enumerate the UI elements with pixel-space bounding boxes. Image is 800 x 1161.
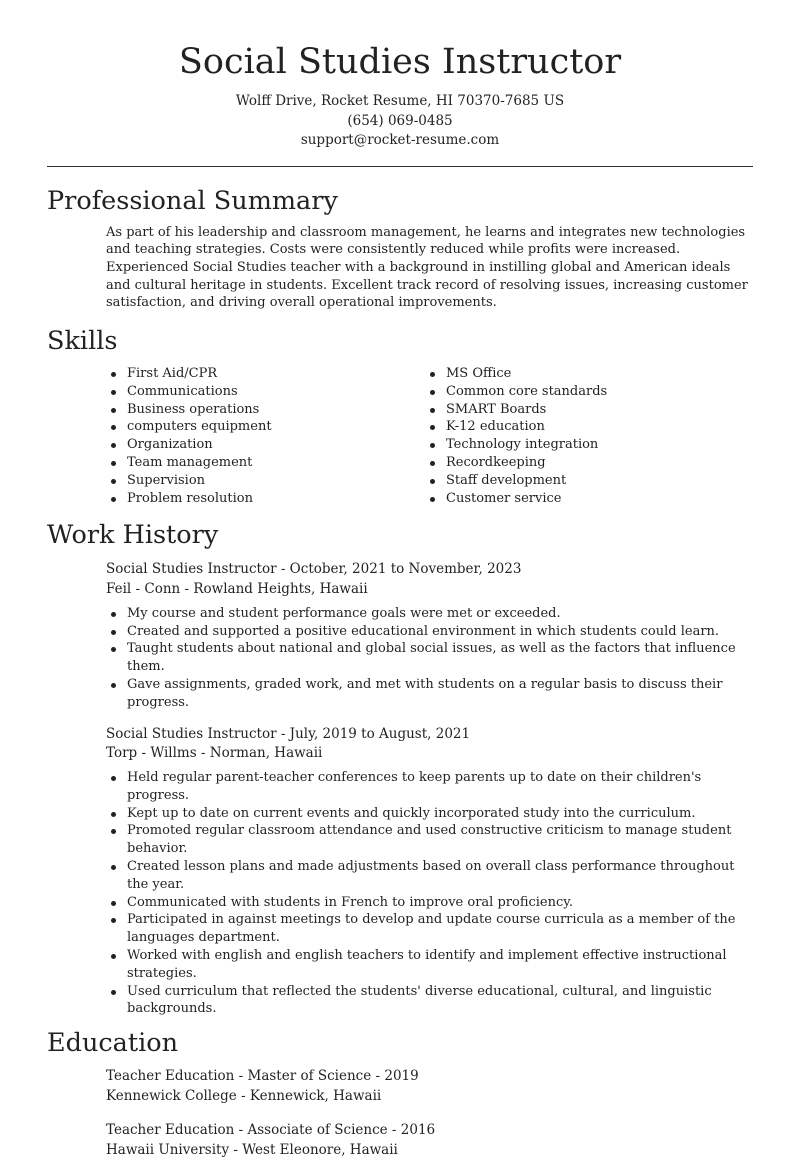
skill-item: Staff development xyxy=(425,472,744,490)
work-history-heading: Work History xyxy=(47,520,219,551)
summary-section xyxy=(47,185,753,313)
duty-item: Created lesson plans and made adjustments based on overall class performance throughout the year. xyxy=(106,858,753,894)
skill-item: Business operations xyxy=(106,401,425,419)
skill-item: MS Office xyxy=(425,365,744,383)
skill-item: Common core standards xyxy=(425,383,744,401)
skills-section xyxy=(47,325,753,507)
skill-item: Supervision xyxy=(106,472,425,490)
job-company-line: Torp - Willms - Norman, Hawaii xyxy=(106,744,323,761)
skill-item: SMART Boards xyxy=(425,401,744,419)
job-title-line: Social Studies Instructor - October, 2021 to November, 2023 xyxy=(106,561,522,578)
resume-header xyxy=(47,0,753,167)
skill-item: Organization xyxy=(106,436,425,454)
address: Wolff Drive, Rocket Resume, HI 70370-7685 US xyxy=(235,93,565,109)
skill-item: Technology integration xyxy=(425,436,744,454)
duty-item: Used curriculum that reflected the students' diverse educational, cultural, and linguistic backgrounds. xyxy=(106,983,753,1019)
email: support@rocket-resume.com xyxy=(300,132,500,148)
summary-heading: Professional Summary xyxy=(47,185,338,216)
job-title-line: Social Studies Instructor - July, 2019 to August, 2021 xyxy=(106,725,471,742)
skill-item: Customer service xyxy=(425,490,744,508)
skill-item: First Aid/CPR xyxy=(106,365,425,383)
degree-line: Teacher Education - Associate of Science - 2016 xyxy=(106,1122,436,1139)
school-line: Kennewick College - Kennewick, Hawaii xyxy=(106,1087,382,1104)
skills-heading: Skills xyxy=(47,326,118,357)
skills-right-column xyxy=(425,365,744,507)
skill-item: Recordkeeping xyxy=(425,454,744,472)
job-company-line: Feil - Conn - Rowland Heights, Hawaii xyxy=(106,580,368,597)
skill-item: Problem resolution xyxy=(106,490,425,508)
skill-item: K-12 education xyxy=(425,418,744,436)
duty-item: Kept up to date on current events and quickly incorporated study into the curriculum. xyxy=(106,805,753,823)
duty-item: Held regular parent-teacher conferences to keep parents up to date on their children's progress. xyxy=(106,769,753,805)
phone: (654) 069-0485 xyxy=(347,112,453,129)
summary-text: As part of his leadership and classroom management, he learns and integrates new technologies and teaching strategies. Costs were consistently reduced while profits were increased. Experienced Social Studies teacher with a background in instilling global and American ideals and cultural heritage in students. Excellent track record of resolving issues, increasing customer satisfaction, and driving overall operational improvements. xyxy=(106,224,748,311)
education-entry xyxy=(106,1121,753,1160)
duty-item: My course and student performance goals were met or exceeded. xyxy=(106,605,753,623)
education-heading: Education xyxy=(47,1028,179,1059)
skill-item: Communications xyxy=(106,383,425,401)
education-section xyxy=(47,1027,753,1160)
job-duties xyxy=(106,769,753,1018)
duty-item: Gave assignments, graded work, and met with students on a regular basis to discuss their progress. xyxy=(106,676,753,712)
education-entry xyxy=(106,1067,753,1106)
duty-item: Worked with english and english teachers to identify and implement effective instructional strategies. xyxy=(106,947,753,983)
duty-item: Taught students about national and global social issues, as well as the factors that influence them. xyxy=(106,640,753,676)
skills-left-column xyxy=(106,365,425,507)
skill-item: Team management xyxy=(106,454,425,472)
school-line: Hawaii University - West Eleonore, Hawaii xyxy=(106,1141,398,1158)
job-entry xyxy=(106,725,753,1019)
job-entry xyxy=(106,560,753,711)
work-history-section xyxy=(47,519,753,1018)
duty-item: Participated in against meetings to develop and update course curricula as a member of the languages department. xyxy=(106,911,753,947)
resume-page xyxy=(47,0,753,1161)
contact-block xyxy=(47,92,753,151)
resume-title: Social Studies Instructor xyxy=(178,42,622,82)
skills-columns xyxy=(106,365,753,507)
skill-item: computers equipment xyxy=(106,418,425,436)
degree-line: Teacher Education - Master of Science - 2019 xyxy=(106,1068,419,1085)
job-duties xyxy=(106,605,753,712)
duty-item: Promoted regular classroom attendance and used constructive criticism to manage student behavior. xyxy=(106,822,753,858)
duty-item: Created and supported a positive educational environment in which students could learn. xyxy=(106,623,753,641)
duty-item: Communicated with students in French to improve oral proficiency. xyxy=(106,894,753,912)
header-divider xyxy=(47,166,753,167)
